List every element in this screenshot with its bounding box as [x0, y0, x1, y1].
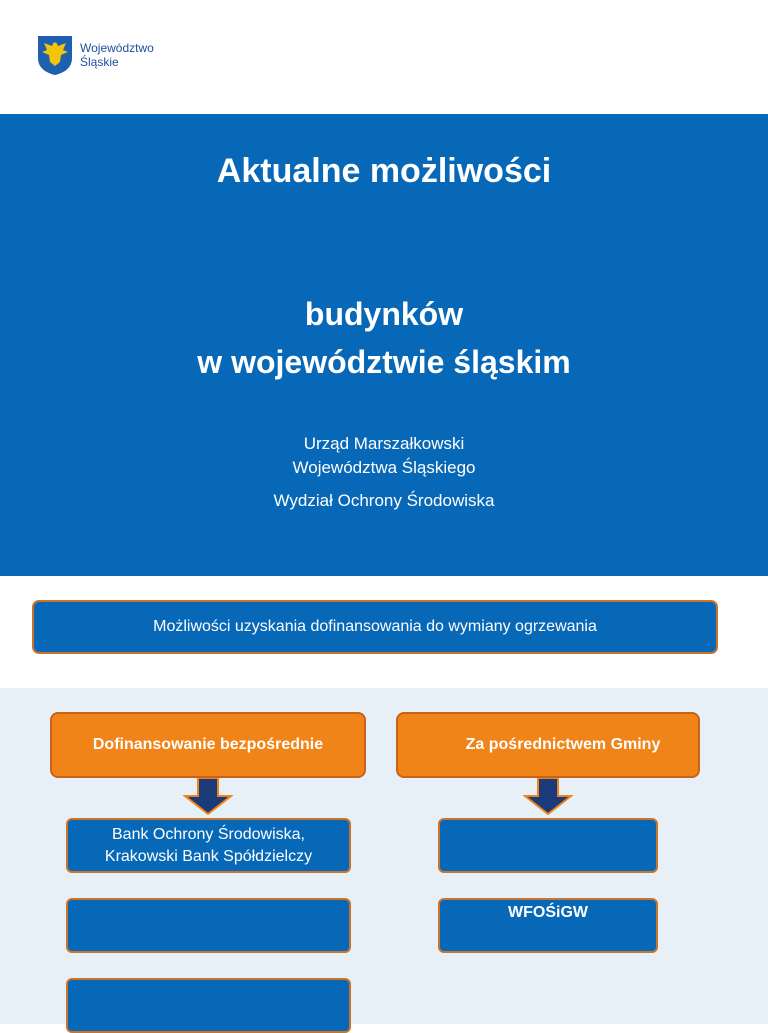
bank-line2: Krakowski Bank Spółdzielczy: [104, 847, 313, 865]
subtitle-line1: budynków: [304, 296, 464, 332]
wfosigw-box[interactable]: [438, 898, 658, 953]
empty-box[interactable]: [438, 818, 658, 873]
logo-line1: Województwo: [80, 41, 154, 55]
org-line1: Urząd Marszałkowski: [303, 434, 465, 453]
municipality-funding-box[interactable]: [396, 712, 700, 778]
bank-box[interactable]: [66, 818, 351, 873]
arrow-down-icon: [523, 778, 573, 816]
department: Wydział Ochrony Środowiska: [273, 491, 495, 510]
municipality-funding-label: Za pośrednictwem Gminy: [465, 736, 661, 753]
empty-box[interactable]: [66, 978, 351, 1033]
logo[interactable]: [36, 34, 154, 76]
logo-line2: Śląskie: [80, 55, 119, 69]
direct-funding-box[interactable]: Dofinansowanie bezpośrednie: [50, 712, 366, 778]
section-heading-box: Możliwości uzyskania dofinansowania do wymiany ogrzewania: [32, 600, 718, 654]
empty-box[interactable]: [66, 898, 351, 953]
eagle-shield-icon: [36, 34, 74, 76]
logo-text: [80, 41, 154, 69]
organization: [0, 432, 768, 480]
subtitle-line2: w województwie śląskim: [197, 344, 571, 380]
page-subtitle: [0, 290, 768, 386]
hero-banner: [0, 114, 768, 576]
arrow-down-icon: [183, 778, 233, 816]
bank-line1: Bank Ochrony Środowiska,: [112, 825, 305, 843]
org-line2: Województwa Śląskiego: [292, 458, 476, 477]
wfosigw-label: WFOŚiGW: [508, 904, 588, 921]
page-title: Aktualne możliwości: [216, 152, 552, 190]
header: [0, 0, 768, 114]
funding-diagram: [0, 688, 768, 1024]
